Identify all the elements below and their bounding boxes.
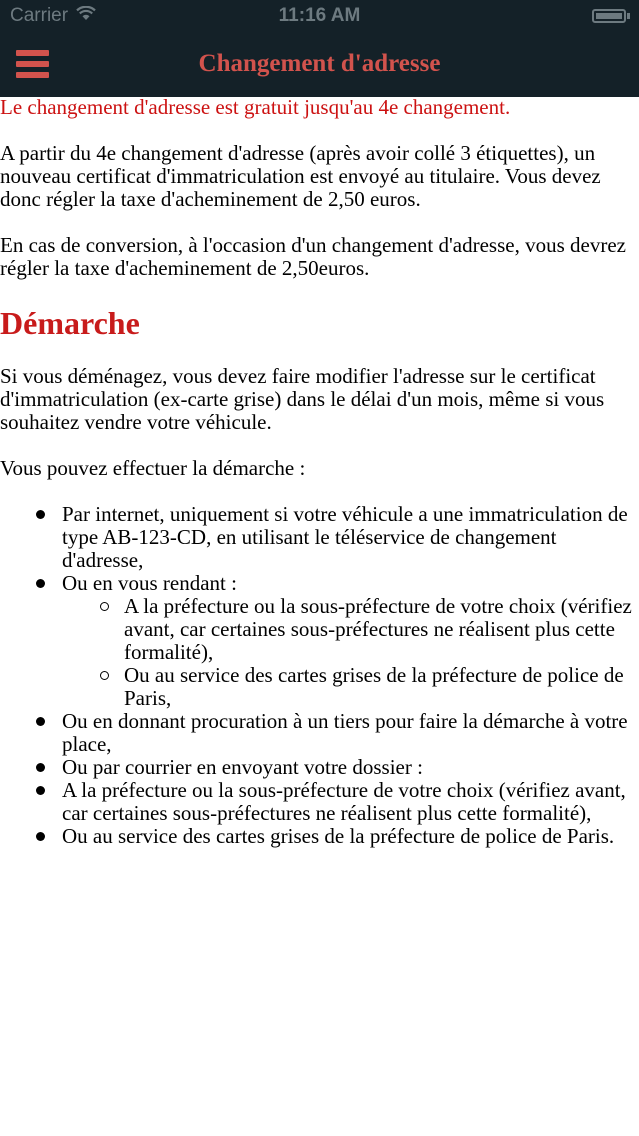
free-change-notice: Le changement d'adresse est gratuit jusqu'au 4e changement. — [0, 95, 511, 119]
battery-tip — [627, 13, 630, 19]
sub-list — [62, 595, 633, 710]
paragraph-moving: Si vous déménagez, vous devez faire modifier l'adresse sur le certificat d'immatriculation (ex-carte grise) dans le délai d'un mois, même si vous souhaitez vendre votre véhicule. — [0, 364, 605, 434]
paragraph-procedure-intro: Vous pouvez effectuer la démarche : — [0, 456, 306, 480]
sub-list-item: Ou au service des cartes grises de la préfecture de police de Paris, — [124, 664, 633, 710]
list-item — [62, 572, 633, 710]
section-heading-demarche: Démarche — [0, 305, 140, 341]
list-item: Ou par courrier en envoyant votre dossier : — [62, 756, 633, 779]
clock: 11:16 AM — [278, 5, 361, 26]
procedure-list — [0, 503, 633, 848]
list-item-label: Ou en vous rendant : — [62, 571, 237, 595]
paragraph-fourth-change: A partir du 4e changement d'adresse (après avoir collé 3 étiquettes), un nouveau certificat d'immatriculation est envoyé au titulaire. Vous devez donc régler la taxe d'acheminement de 2,50 euros. — [0, 141, 601, 211]
list-item: Ou au service des cartes grises de la préfecture de police de Paris. — [62, 825, 633, 848]
battery-icon — [592, 9, 626, 23]
page-title: Changement d'adresse — [198, 50, 441, 77]
list-item: A la préfecture ou la sous-préfecture de votre choix (vérifiez avant, car certaines sous-préfectures ne réalisent plus cette formalité), — [62, 779, 633, 825]
sub-list-item: A la préfecture ou la sous-préfecture de votre choix (vérifiez avant, car certaines sous-préfectures ne réalisent plus cette formalité), — [124, 594, 632, 664]
carrier-label: Carrier — [10, 5, 69, 26]
status-bar — [0, 0, 639, 32]
list-item: Par internet, uniquement si votre véhicule a une immatriculation de type AB-123-CD, en utilisant le téléservice de changement d'adresse, — [62, 503, 633, 572]
paragraph-conversion: En cas de conversion, à l'occasion d'un changement d'adresse, vous devrez régler la taxe d'acheminement de 2,50euros. — [0, 233, 626, 280]
article-content — [0, 96, 633, 848]
list-item: Ou en donnant procuration à un tiers pour faire la démarche à votre place, — [62, 710, 633, 756]
navigation-bar — [0, 32, 639, 97]
